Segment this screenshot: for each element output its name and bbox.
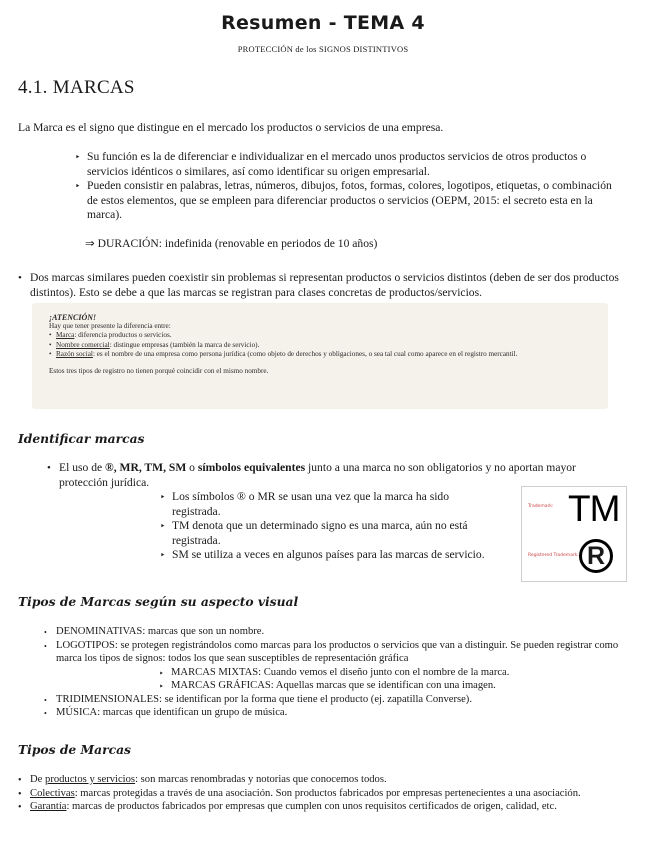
list-item: • DENOMINATIVAS: marcas que son un nombre.	[44, 625, 624, 639]
list-item: • Nombre comercial: distingue empresas (también la marca de servicio).	[56, 341, 591, 350]
registered-symbol-icon: R	[579, 539, 613, 573]
bullet-marker: •	[18, 802, 22, 813]
list-item: ‣ TM denota que un determinado signo es una marca, aún no está registrada.	[160, 519, 468, 547]
trademark-symbols-image	[521, 486, 627, 582]
list-item: • LOGOTIPOS: se protegen registrándolos como marcas para los productos o servicios que van a distinguir. Se pueden registrar como marca los tipos de signos: todos los que sean susceptibles de representación gráfica	[44, 639, 619, 664]
types-heading: Tipos de Marcas	[18, 742, 131, 757]
list-item: • TRIDIMENSIONALES: se identifican por la forma que tiene el producto (ej. zapatilla Converse).	[44, 693, 624, 707]
bullet-marker: •	[18, 788, 22, 800]
list-item: • El uso de ®, MR, TM, SM o símbolos equivalentes junto a una marca no son obligatorios y no aportan mayor protección jurídica.	[47, 461, 576, 489]
bullet-marker: •	[44, 709, 47, 718]
attention-note: Estos tres tipos de registro no tienen porqué coincidir con el mismo nombre.	[49, 367, 269, 376]
visual-types-sublist	[44, 666, 624, 693]
bullet-marker: •	[44, 628, 47, 637]
bullet-marker: ‣	[75, 181, 81, 191]
section-heading: 4.1. MARCAS	[18, 77, 135, 98]
list-item: ‣ MARCAS MIXTAS: Cuando vemos el diseño junto con el nombre de la marca.	[159, 666, 624, 680]
list-item: • De productos y servicios: son marcas renombradas y notorias que conocemos todos.	[18, 774, 387, 786]
document-title: Resumen - TEMA 4	[221, 12, 425, 34]
duration-line: ⇒ DURACIÓN: indefinida (renovable en periodos de 10 años)	[85, 237, 378, 250]
list-item: ‣ Los símbolos ® o MR se usan una vez que la marca ha sido registrada.	[160, 490, 450, 518]
bullet-marker: ‣	[75, 152, 81, 162]
list-item: ‣ MARCAS GRÁFICAS: Aquellas marcas que se identifican con una imagen.	[159, 679, 624, 693]
list-item: • Marca: diferencia productos o servicios.	[56, 331, 591, 340]
list-item: ‣ Su función es la de diferenciar e individualizar en el mercado unos productos servicios de otros productos o servicios idénticos o similares, así como identificar su origen empresarial.	[75, 150, 587, 178]
bullet-marker: •	[44, 695, 47, 705]
visual-types-heading: Tipos de Marcas según su aspecto visual	[18, 594, 299, 609]
function-bullets	[75, 150, 623, 223]
bullet-marker: •	[44, 641, 47, 651]
bullet-marker: ‣	[159, 668, 164, 678]
visual-types-list	[44, 625, 624, 720]
bullet-marker: ‣	[160, 550, 166, 560]
attention-title: ¡ATENCIÓN!	[49, 313, 97, 322]
tm-symbol: TM	[568, 488, 620, 529]
coexist-paragraph	[18, 271, 628, 300]
types-list	[18, 773, 624, 814]
identify-sublist	[160, 490, 490, 563]
document-subtitle: PROTECCIÓN de los SIGNOS DISTINTIVOS	[237, 44, 409, 54]
attention-lead: Hay que tener presente la diferencia entre:	[49, 322, 171, 331]
identify-heading: Identificar marcas	[18, 431, 145, 446]
bullet-marker: •	[47, 462, 51, 474]
trademark-label: Trademark:	[528, 504, 554, 509]
list-item: ‣ Pueden consistir en palabras, letras, números, dibujos, fotos, formas, colores, logotipos, etiquetas, o combinación de estos elementos, que se empleen para diferenciar productos o servicios (OEPM, 2015: el secreto esta en la marca).	[75, 179, 612, 221]
bullet-marker: ‣	[160, 521, 166, 531]
bullet-marker: •	[18, 272, 22, 284]
bullet-marker: ‣	[159, 682, 164, 691]
list-item: • Razón social: es el nombre de una empresa como persona jurídica (como objeto de derechos y obligaciones, o sea tal cual como aparece en el registro mercantil.	[56, 350, 591, 359]
bullet-marker: •	[18, 775, 22, 786]
registered-label: Registered Trademark:	[528, 553, 579, 558]
bullet-marker: ‣	[160, 492, 166, 502]
attention-list	[49, 331, 591, 359]
list-item: • Dos marcas similares pueden coexistir sin problemas si representan productos o servicios distintos (deben de ser dos productos distintos). Esto se debe a que las marcas se registran para clases concretas de productos/servicios.	[18, 271, 619, 299]
intro-paragraph: La Marca es el signo que distingue en el mercado los productos o servicios de una empresa.	[18, 121, 444, 134]
list-item: • Colectivas: marcas protegidas a través de una asociación. Son productos fabricados por empresas pertenecientes a una asociación.	[18, 787, 581, 800]
list-item: ‣ SM se utiliza a veces en algunos países para las marcas de servicio.	[160, 548, 485, 561]
list-item: • Garantía: marcas de productos fabricados por empresas que cumplen con unos requisitos certificados de origen, calidad, etc.	[18, 801, 557, 813]
attention-box	[32, 303, 608, 409]
list-item: • MÚSICA: marcas que identifican un grupo de música.	[44, 706, 624, 720]
